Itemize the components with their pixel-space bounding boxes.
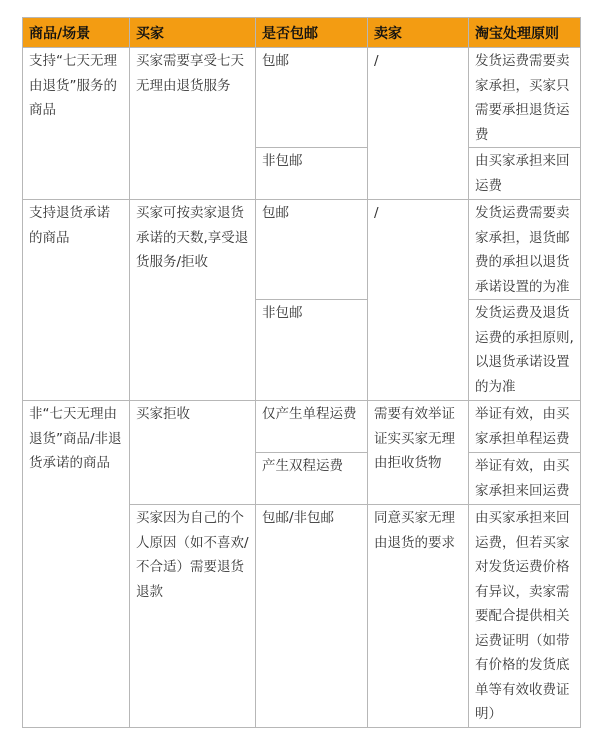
product-cell: 支持退货承诺的商品 xyxy=(23,200,130,401)
buyer-cell: 买家可按卖家退货承诺的天数,享受退货服务/拒收 xyxy=(130,200,256,401)
product-cell: 非“七天无理由退货”商品/非退货承诺的商品 xyxy=(23,401,130,728)
shipping-cell: 非包邮 xyxy=(256,148,368,200)
table-row xyxy=(23,200,581,300)
rule-cell: 发货运费需要卖家承担，退货邮费的承担以退货承诺设置的为准 xyxy=(469,200,581,300)
buyer-cell: 买家需要享受七天无理由退货服务 xyxy=(130,48,256,200)
return-shipping-policy-table xyxy=(22,17,581,728)
policy-table-container xyxy=(22,17,581,728)
shipping-cell: 包邮 xyxy=(256,48,368,148)
header-buyer: 买家 xyxy=(130,18,256,48)
shipping-cell: 非包邮 xyxy=(256,300,368,401)
rule-cell: 由买家承担来回运费 xyxy=(469,148,581,200)
rule-cell: 举证有效，由买家承担来回运费 xyxy=(469,453,581,505)
product-cell: 支持“七天无理由退货”服务的商品 xyxy=(23,48,130,200)
header-product: 商品/场景 xyxy=(23,18,130,48)
seller-cell: / xyxy=(368,200,469,401)
rule-cell: 由买家承担来回运费，但若买家对发货运费价格有异议，卖家需要配合提供相关运费证明（如带有价格的发货底单等有效收费证明） xyxy=(469,505,581,728)
shipping-cell: 包邮 xyxy=(256,200,368,300)
shipping-cell: 包邮/非包邮 xyxy=(256,505,368,728)
header-row xyxy=(23,18,581,48)
header-seller: 卖家 xyxy=(368,18,469,48)
shipping-cell: 仅产生单程运费 xyxy=(256,401,368,453)
header-taobao-rule: 淘宝处理原则 xyxy=(469,18,581,48)
shipping-cell: 产生双程运费 xyxy=(256,453,368,505)
rule-cell: 发货运费及退货运费的承担原则,以退货承诺设置的为准 xyxy=(469,300,581,401)
table-row xyxy=(23,401,581,453)
seller-cell: 需要有效举证证实买家无理由拒收货物 xyxy=(368,401,469,505)
header-free-shipping: 是否包邮 xyxy=(256,18,368,48)
buyer-cell: 买家因为自己的个人原因（如不喜欢/不合适）需要退货退款 xyxy=(130,505,256,728)
seller-cell: / xyxy=(368,48,469,200)
seller-cell: 同意买家无理由退货的要求 xyxy=(368,505,469,728)
rule-cell: 发货运费需要卖家承担，买家只需要承担退货运费 xyxy=(469,48,581,148)
table-row xyxy=(23,48,581,148)
rule-cell: 举证有效，由买家承担单程运费 xyxy=(469,401,581,453)
buyer-cell: 买家拒收 xyxy=(130,401,256,505)
